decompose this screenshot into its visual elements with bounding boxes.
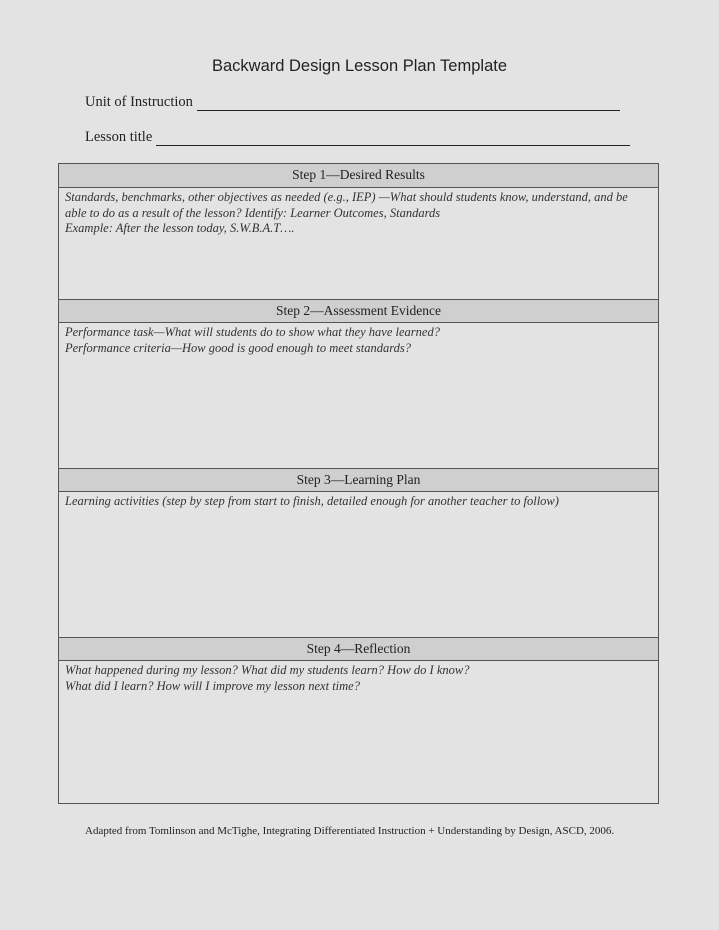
unit-of-instruction-field [85, 94, 620, 111]
section-prompt-line: What happened during my lesson? What did my students learn? How do I know? [65, 663, 470, 677]
unit-of-instruction-label: Unit of Instruction [85, 94, 193, 110]
section-heading-step-2: Step 2—Assessment Evidence [59, 299, 658, 323]
section-prompt-line: What did I learn? How will I improve my lesson next time? [65, 678, 360, 693]
section-prompt-line: Performance criteria—How good is good enough to meet standards? [65, 340, 412, 355]
section-prompt-line: Standards, benchmarks, other objectives as needed (e.g., IEP) —What should students know, understand, and be able to do as a result of the lesson? Identify: Learner Outcomes, Standards [65, 190, 628, 220]
section-body-step-1[interactable] [65, 190, 652, 237]
section-prompt-line: Performance task—What will students do to show what they have learned? [65, 325, 440, 339]
lesson-title-blank[interactable] [156, 131, 630, 146]
section-prompt-line: Learning activities (step by step from start to finish, detailed enough for another teacher to follow) [65, 494, 559, 508]
unit-of-instruction-blank[interactable] [197, 96, 620, 111]
section-body-step-4[interactable] [65, 663, 652, 694]
lesson-title-field [85, 129, 630, 146]
page-title: Backward Design Lesson Plan Template [211, 57, 508, 75]
section-body-step-2[interactable] [65, 325, 652, 356]
section-heading-step-1: Step 1—Desired Results [59, 164, 658, 188]
section-heading-step-4: Step 4—Reflection [59, 637, 658, 661]
attribution-footer: Adapted from Tomlinson and McTighe, Integrating Differentiated Instruction + Understanding by Design, ASCD, 2006. [85, 825, 615, 837]
lesson-plan-table [58, 163, 659, 804]
section-heading-step-3: Step 3—Learning Plan [59, 468, 658, 492]
section-body-step-3[interactable] [65, 494, 652, 510]
section-prompt-line: Example: After the lesson today, S.W.B.A.T…. [65, 221, 295, 235]
lesson-title-label: Lesson title [85, 129, 153, 145]
